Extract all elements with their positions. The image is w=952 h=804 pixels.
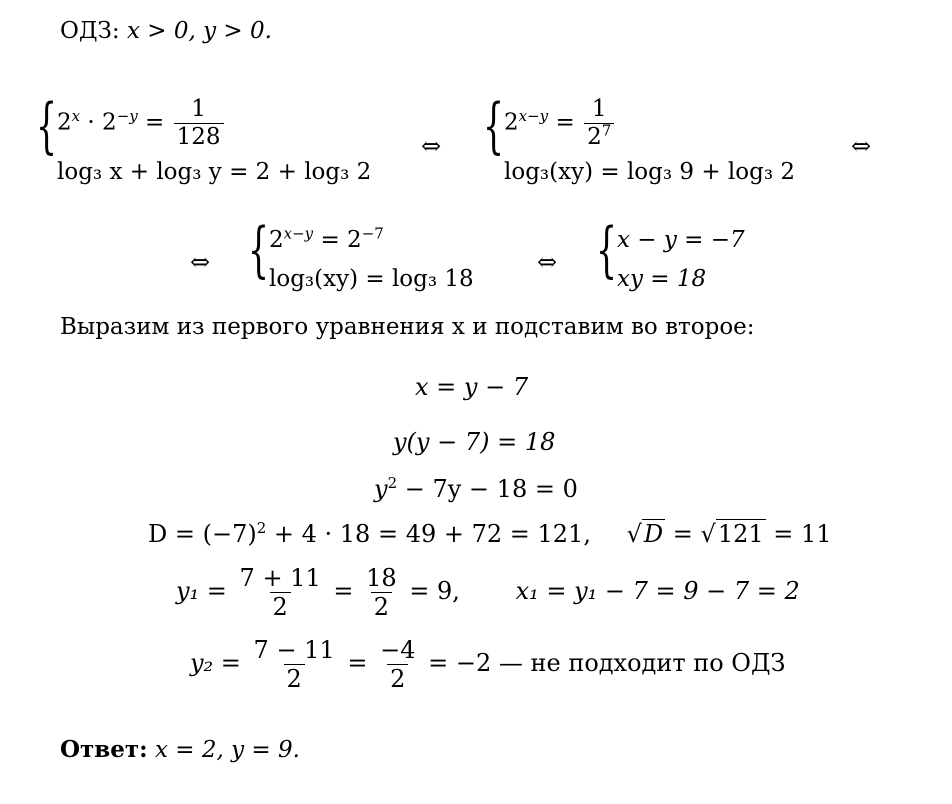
step-y1: y₁ = $\frac{7 + 11}{2}$ = $\frac{18}{2}$ = 9, x₁ = y₁ − 7 = 9 − 7 = 2 — [176, 564, 800, 621]
system-4-line-2: xy = 18 — [617, 266, 707, 292]
equivalence-symbol-2: ⇔ — [851, 132, 872, 160]
system-3-brace: { — [248, 215, 270, 285]
odz-line — [60, 20, 272, 43]
system-2-line-2: log₃(xy) = log₃ 9 + log₃ 2 — [504, 159, 796, 185]
system-1-line-2: log₃ x + log₃ y = 2 + log₃ 2 — [57, 159, 372, 185]
system-3-line-1: $2^{x-y} = 2^{-7}$ — [269, 224, 384, 253]
system-2-brace: { — [483, 91, 505, 161]
step-1: x = y − 7 — [415, 373, 529, 401]
step-2: y(y − 7) = 18 — [393, 428, 556, 456]
equivalence-symbol-1: ⇔ — [421, 132, 442, 160]
equivalence-symbol-4: ⇔ — [537, 248, 558, 276]
system-1-brace: { — [36, 91, 58, 161]
step-3: $y^2 - 7y - 18 = 0$ — [374, 474, 578, 503]
step-discriminant: $D = (-7)^2 + 4 \cdot 18 = 49 + 72 = 121$, √D = √121 = 11 — [148, 519, 832, 548]
system-1-line-1: $2^x \cdot 2^{-y}$ = $\frac{1}{128}$ — [57, 98, 226, 149]
instruction-text: Выразим из первого уравнения x и подставим во второе: — [60, 314, 755, 340]
system-4-line-1: x − y = −7 — [617, 227, 745, 253]
odz-label: ОДЗ: — [60, 18, 120, 44]
system-4-brace: { — [596, 215, 618, 285]
equivalence-symbol-3: ⇔ — [190, 248, 211, 276]
answer-label: Ответ: — [60, 736, 148, 763]
step-y2: y₂ = $\frac{7 - 11}{2}$ = $\frac{-4}{2}$ = −2 — не подходит по ОДЗ — [190, 636, 786, 693]
odz-condition: x > 0, y > 0. — [126, 18, 272, 44]
answer-value: x = 2, y = 9. — [154, 737, 300, 763]
system-3-line-2: log₃(xy) = log₃ 18 — [269, 266, 474, 292]
system-2-line-1: $2^{x-y}$ = $\frac{1}{2^7}$ — [504, 98, 616, 149]
answer-line — [60, 738, 300, 762]
